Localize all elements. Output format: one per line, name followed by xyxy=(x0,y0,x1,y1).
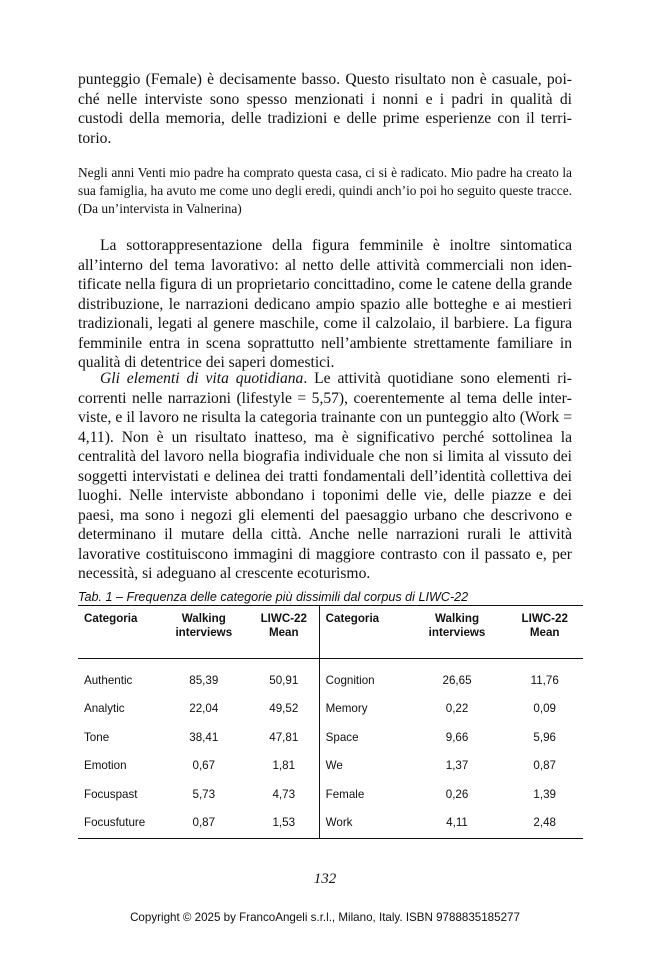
table-row xyxy=(78,724,583,753)
cell-liwc: 5,96 xyxy=(533,730,556,744)
header-liwc-right: LIWC-22 Mean xyxy=(506,606,583,659)
cell-liwc: 0,09 xyxy=(533,702,556,716)
cell-liwc: 2,48 xyxy=(533,816,556,830)
cell-walking: 85,39 xyxy=(189,674,219,687)
cell-liwc: 0,87 xyxy=(533,759,556,773)
header-category-right: Categoria xyxy=(319,606,408,659)
cell-walking: 22,04 xyxy=(189,702,219,716)
table-row xyxy=(78,781,583,810)
header-walking-right: Walking interviews xyxy=(408,606,507,659)
cell-category: We xyxy=(319,752,408,781)
cell-category: Emotion xyxy=(84,759,127,773)
cell-liwc: 47,81 xyxy=(269,730,299,744)
cell-liwc: 1,81 xyxy=(272,759,296,773)
cell-category: Focusfuture xyxy=(84,816,146,830)
cell-category: Tone xyxy=(84,730,110,744)
page-number: 132 xyxy=(313,871,337,887)
header-walking-left: Walking interviews xyxy=(159,606,249,659)
paragraph-1: punteggio (Female) è decisamente basso. Questo risultato non è casuale, poiché nelle interviste sono spesso menzionati i nonni e i padri in qualità di custodi della memoria, delle tradizioni e delle prime esperienze con il territorio. xyxy=(78,71,572,147)
cell-walking: 9,66 xyxy=(445,730,469,744)
table-caption: Tab. 1 – Frequenza delle categorie più dissimili dal corpus di LIWC-22 xyxy=(78,590,469,604)
cell-liwc: 49,52 xyxy=(269,702,299,716)
cell-liwc: 1,53 xyxy=(272,816,296,830)
cell-category: Space xyxy=(319,724,408,753)
cell-category: Cognition xyxy=(319,659,408,696)
table-row xyxy=(78,659,583,696)
cell-liwc: 50,91 xyxy=(269,674,299,687)
table-row xyxy=(78,809,583,838)
cell-category: Female xyxy=(319,781,408,810)
block-quote: Negli anni Venti mio padre ha comprato questa casa, ci si è radicato. Mio padre ha creato la sua famiglia, ha avuto me come uno degli eredi, quindi anch’io poi ho seguito queste tracce. (Da un’intervista in Valnerina) xyxy=(78,165,572,216)
table-row xyxy=(78,752,583,781)
cell-walking: 1,37 xyxy=(445,759,469,773)
paragraph-3-body: . Le attività quotidiane sono elementi ricorrenti nelle narrazioni (lifestyle = 5,57), coerentemente al tema delle interviste, e il lavoro ne risulta la categoria trainante con un punteggio alto (Work = 4,11). Non è un risultato inatteso, ma è significativo perché sottolinea la centralità del lavoro nella biografia individuale che non si limita al vissuto dei soggetti intervistati e delinea dei tratti fondamentali dell’identità collettiva dei luoghi. Nelle interviste abbondano i toponimi delle vie, delle piazze e dei paesi, ma sono i negozi gli elementi del paesaggio urbano che descrivono e determinano il mutare della città. Anche nelle narrazioni rurali le attività lavorative costituiscono immagini di maggiore contrasto con il passato e, per necessità, si adeguano al crescente ecoturismo. xyxy=(78,370,572,582)
cell-category: Work xyxy=(319,809,408,838)
paragraph-3-lead: Gli elementi di vita quotidiana xyxy=(100,370,304,387)
cell-walking: 38,41 xyxy=(189,730,219,744)
cell-category: Authentic xyxy=(84,674,133,687)
header-category-left: Categoria xyxy=(78,606,159,659)
table-header-row xyxy=(78,606,583,659)
header-liwc-left: LIWC-22 Mean xyxy=(249,606,319,659)
cell-liwc: 11,76 xyxy=(530,674,559,687)
cell-walking: 0,22 xyxy=(445,702,469,716)
cell-walking: 26,65 xyxy=(442,674,472,687)
cell-walking: 0,87 xyxy=(192,816,216,830)
paragraph-2: La sottorappresentazione della figura femminile è inoltre sintomatica all’interno del tema lavorativo: al netto delle attività commerciali non identificate nella figura di un proprietario concittadino, come le catene della grande distribuzione, le narrazioni dedicano ampio spazio alle botteghe e ai mestieri tradizionali, legati al genere maschile, come il calzolaio, il barbiere. La figura femminile entra in scena soprattutto nell’ambiente strettamente familiare in qualità di detentrice dei saperi domestici. xyxy=(78,237,572,371)
cell-liwc: 4,73 xyxy=(272,787,296,801)
cell-walking: 0,26 xyxy=(445,787,469,801)
paragraph-3 xyxy=(78,369,572,584)
cell-category: Analytic xyxy=(84,702,125,716)
copyright-notice: Copyright © 2025 by FrancoAngeli s.r.l., Milano, Italy. ISBN 9788835185277 xyxy=(130,911,520,924)
cell-walking: 4,11 xyxy=(446,816,468,830)
cell-category: Memory xyxy=(319,695,408,724)
cell-walking: 0,67 xyxy=(192,759,216,773)
table-row xyxy=(78,695,583,724)
cell-category: Focuspast xyxy=(84,787,138,801)
cell-liwc: 1,39 xyxy=(533,787,556,801)
data-table xyxy=(78,605,583,839)
cell-walking: 5,73 xyxy=(192,787,216,801)
